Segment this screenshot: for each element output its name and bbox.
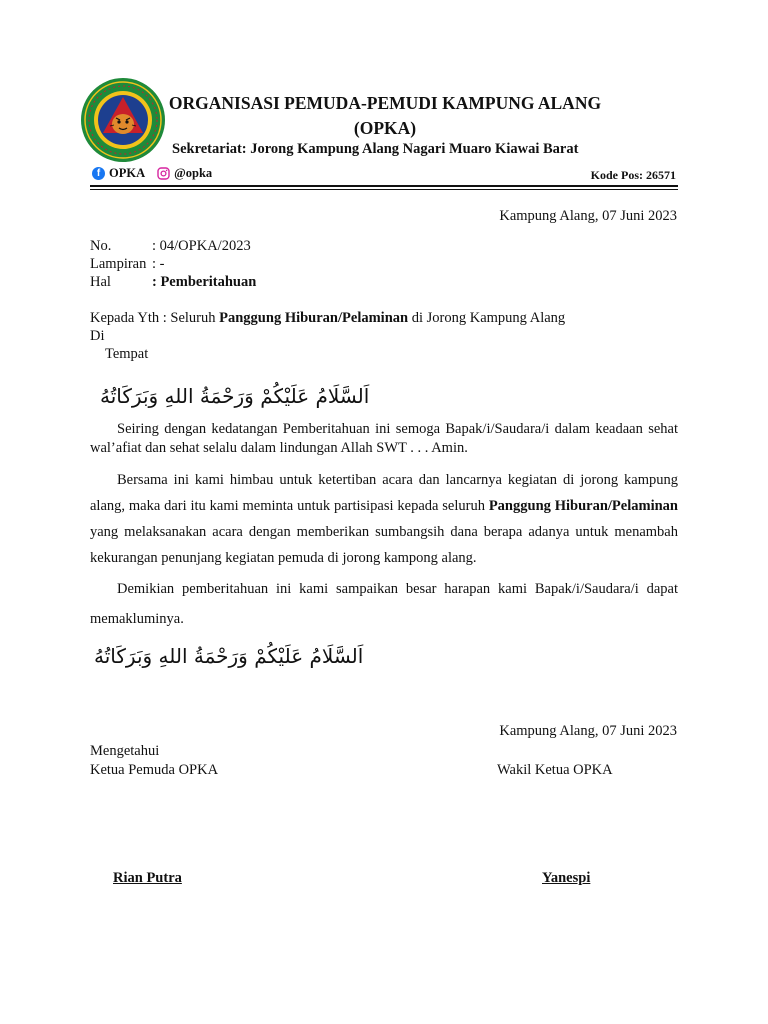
right-signatory-name: Yanespi [542,870,591,886]
organization-name: ORGANISASI PEMUDA-PEMUDI KAMPUNG ALANG [168,93,602,113]
meta-value: : - [152,256,165,272]
letter-date: Kampung Alang, 07 Juni 2023 [499,208,677,224]
recipient-prefix: Kepada Yth : Seluruh [90,310,220,326]
recipient-place: Tempat [105,346,149,362]
paragraph-3: Demikian pemberitahuan ini kami sampaikan besar harapan kami Bapak/i/Saudara/i dapat memakluminya. [90,581,678,627]
recipient-line [90,309,565,327]
meta-number [90,237,251,255]
meta-subject [90,273,256,291]
paragraph-2-bold: Panggung Hiburan/Pelaminan [488,498,678,514]
postal-code: Kode Pos: 26571 [590,168,676,182]
meta-label: Lampiran [90,256,147,272]
recipient-bold: Panggung Hiburan/Pelaminan [219,310,409,326]
mengetahui-label: Mengetahui [90,743,160,759]
secretariat-address: Sekretariat: Jorong Kampung Alang Nagari Muaro Kiawai Barat [172,141,579,157]
meta-label: No. [90,238,112,254]
left-signatory-title: Ketua Pemuda OPKA [90,762,219,778]
facebook-icon: f [92,167,105,180]
recipient-di: Di [90,328,105,344]
recipient-suffix: di Jorong Kampung Alang [408,310,566,326]
social-media-line [92,166,212,181]
right-signatory-title: Wakil Ketua OPKA [497,762,613,778]
facebook-handle: OPKA [109,166,146,180]
paragraph-2 [90,467,678,571]
meta-attachment [90,255,164,273]
paragraph-2-text-a: Bersama ini kami himbau untuk ketertiban acara dan lancarnya kegiatan di jorong kampung alang, maka dari itu kami meminta untuk partisipasi kepada seluruh [90,472,678,514]
instagram-icon [157,167,170,180]
header-divider-thick [90,185,678,187]
meta-value: : 04/OPKA/2023 [152,238,251,254]
header-divider-thin [90,189,678,190]
instagram-handle: @opka [174,166,213,180]
left-signatory-name: Rian Putra [113,870,182,886]
paragraph-1: Seiring dengan kedatangan Pemberitahuan ini semoga Bapak/i/Saudara/i dalam keadaan sehat wal’afiat dan sehat selalu dalam lindungan Allah SWT . . . Amin. [90,421,678,456]
salam-opening: اَلسَّلَامُ عَلَيْكُمْ وَرَحْمَةُ اللهِ وَبَرَكَاتُهُ [100,384,370,408]
organization-abbreviation: (OPKA) [353,118,417,138]
closing-date: Kampung Alang, 07 Juni 2023 [499,723,677,739]
salam-closing: اَلسَّلَامُ عَلَيْكُمْ وَرَحْمَةُ اللهِ وَبَرَكَاتُهُ [94,644,364,668]
paragraph-2-text-b: yang melaksanakan acara dengan memberikan sumbangsih dana berapa adanya untuk menambah kekurangan penunjang kegiatan pemuda di jorong kampong alang. [90,524,678,566]
meta-value: : Pemberitahuan [152,274,257,290]
meta-label: Hal [90,274,111,290]
